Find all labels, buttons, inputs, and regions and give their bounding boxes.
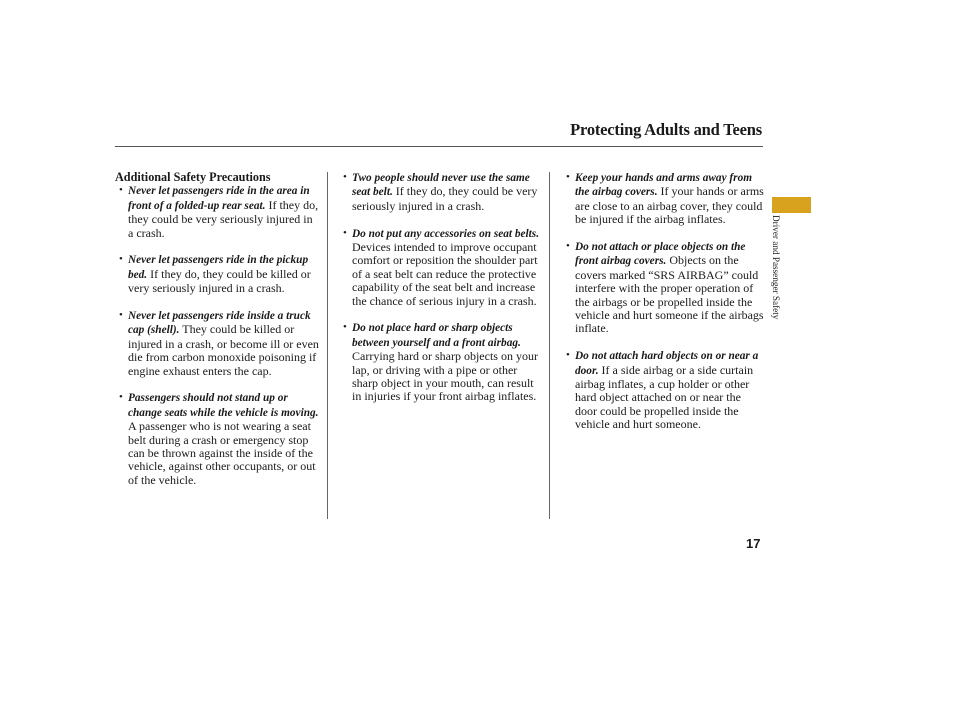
section-heading: Additional Safety Precautions [115, 170, 271, 184]
column-3 [562, 171, 765, 445]
column-divider [549, 172, 550, 519]
side-tab-label-wrap [769, 215, 785, 365]
bullet-icon: • [343, 226, 347, 239]
item-lead: Do not put any accessories on seat belts. [352, 227, 540, 240]
item-text: A passenger who is not wearing a seat belt during a crash or emergency stop can be thrown against the inside of the vehicle, against other occupants, or out of the vehicle. [128, 419, 316, 487]
bullet-icon: • [343, 171, 347, 183]
list-item [115, 391, 320, 487]
item-lead: Do not attach hard objects on or near a door. [575, 350, 759, 377]
bullet-icon: • [566, 171, 570, 183]
item-text: If a side airbag or a side curtain airbag inflates, a cup holder or other hard object attached on or near the door could be propelled inside the vehicle and hurt someone. [575, 362, 754, 432]
list-item [562, 349, 765, 431]
page-title: Protecting Adults and Teens [570, 120, 762, 139]
header-rule [115, 146, 763, 147]
item-lead: Do not place hard or sharp objects between yourself and a front airbag. [352, 322, 521, 349]
section-tab [772, 197, 811, 213]
bullet-icon: • [343, 321, 347, 334]
item-text: If they do, they could be very seriously injured in a crash. [128, 197, 319, 240]
item-lead: Keep your hands and arms away from the airbag covers. [575, 172, 753, 199]
item-text: If they do, they could be very seriously injured in a crash. [352, 184, 538, 213]
bullet-icon: • [566, 349, 570, 362]
list-item [339, 171, 544, 213]
item-lead: Two people should never use the same seat belt. [352, 172, 530, 199]
item-lead: Never let passengers ride in the area in front of a folded-up rear seat. [128, 185, 310, 212]
column-2 [339, 171, 544, 417]
item-lead: Never let passengers ride inside a truck cap (shell). [128, 310, 311, 337]
list-item [339, 227, 544, 308]
item-lead: Never let passengers ride in the pickup bed. [128, 254, 309, 281]
item-lead: Passengers should not stand up or change seats while the vehicle is moving. [128, 392, 319, 419]
item-text: They could be killed or injured in a crash, or become ill or even die from carbon monoxide poisoning if engine exhaust enters the cap. [128, 322, 319, 378]
bullet-icon: • [119, 253, 123, 266]
item-text: Carrying hard or sharp objects on your lap, or driving with a pipe or other sharp object in your mouth, can result in injuries if your front airbag inflates. [352, 349, 538, 404]
page-number: 17 [746, 536, 761, 551]
item-text: If your hands or arms are close to an airbag cover, they could be injured if the airbag inflates. [575, 184, 764, 227]
bullet-icon: • [119, 309, 123, 322]
bullet-icon: • [566, 240, 570, 253]
column-divider [327, 172, 328, 519]
list-item [562, 240, 765, 336]
list-item [562, 171, 765, 227]
bullet-icon: • [119, 184, 123, 197]
list-item [115, 309, 320, 378]
list-item [339, 321, 544, 403]
item-text: If they do, they could be killed or very seriously injured in a crash. [128, 266, 311, 296]
item-lead: Do not attach or place objects on the front airbag covers. [575, 241, 746, 268]
bullet-icon: • [119, 391, 123, 404]
column-1 [115, 171, 320, 501]
list-item [115, 184, 320, 240]
list-item [115, 253, 320, 295]
side-tab-label: Driver and Passenger Safety [771, 215, 781, 320]
item-text: Objects on the covers marked “SRS AIRBAG” could interfere with the proper operation of the airbags or be propelled inside the vehicle and hurt someone if the airbags inflate. [575, 253, 764, 336]
item-text: Devices intended to improve occupant comfort or reposition the shoulder part of a seat belt can reduce the protective capability of the seat belt and increase the chance of serious injury in a crash. [352, 240, 538, 308]
